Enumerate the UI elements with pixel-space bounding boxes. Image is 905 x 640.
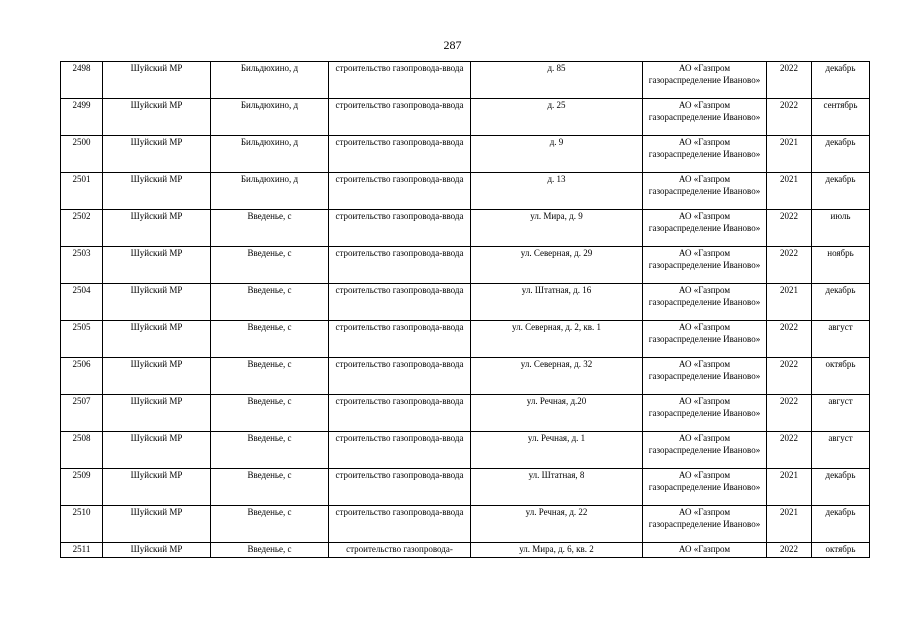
year-cell: 2022 — [767, 358, 812, 395]
year-cell: 2022 — [767, 99, 812, 136]
work-type-cell: строительство газопровода-ввода — [329, 62, 471, 99]
district-cell: Шуйский МР — [103, 136, 211, 173]
organization-cell: АО «Газпром газораспределение Иваново» — [643, 284, 767, 321]
work-type-cell: строительство газопровода-ввода — [329, 395, 471, 432]
row-number-cell: 2502 — [61, 210, 103, 247]
settlement-cell: Бильдюхино, д — [211, 99, 329, 136]
district-cell: Шуйский МР — [103, 432, 211, 469]
district-cell: Шуйский МР — [103, 543, 211, 558]
year-cell: 2021 — [767, 469, 812, 506]
row-number-cell: 2510 — [61, 506, 103, 543]
address-cell: ул. Штатная, 8 — [471, 469, 643, 506]
table-row — [61, 506, 870, 543]
month-cell: август — [812, 321, 870, 358]
row-number-cell: 2501 — [61, 173, 103, 210]
settlement-cell: Введенье, с — [211, 358, 329, 395]
month-cell: октябрь — [812, 543, 870, 558]
year-cell: 2021 — [767, 284, 812, 321]
month-cell: август — [812, 395, 870, 432]
address-cell: ул. Северная, д. 29 — [471, 247, 643, 284]
settlement-cell: Введенье, с — [211, 432, 329, 469]
row-number-cell: 2500 — [61, 136, 103, 173]
organization-cell: АО «Газпром газораспределение Иваново» — [643, 469, 767, 506]
year-cell: 2022 — [767, 210, 812, 247]
table-body — [61, 62, 870, 558]
work-type-cell: строительство газопровода-ввода — [329, 247, 471, 284]
table-row — [61, 247, 870, 284]
district-cell: Шуйский МР — [103, 99, 211, 136]
settlement-cell: Введенье, с — [211, 247, 329, 284]
district-cell: Шуйский МР — [103, 395, 211, 432]
district-cell: Шуйский МР — [103, 321, 211, 358]
row-number-cell: 2503 — [61, 247, 103, 284]
address-cell: д. 9 — [471, 136, 643, 173]
organization-cell: АО «Газпром газораспределение Иваново» — [643, 136, 767, 173]
month-cell: декабрь — [812, 506, 870, 543]
work-type-cell: строительство газопровода-ввода — [329, 173, 471, 210]
work-type-cell: строительство газопровода-ввода — [329, 358, 471, 395]
table-row — [61, 173, 870, 210]
address-cell: ул. Речная, д. 1 — [471, 432, 643, 469]
table-row — [61, 358, 870, 395]
district-cell: Шуйский МР — [103, 62, 211, 99]
month-cell: сентябрь — [812, 99, 870, 136]
year-cell: 2021 — [767, 173, 812, 210]
organization-cell: АО «Газпром газораспределение Иваново» — [643, 210, 767, 247]
organization-cell: АО «Газпром газораспределение Иваново» — [643, 247, 767, 284]
district-cell: Шуйский МР — [103, 358, 211, 395]
address-cell: д. 85 — [471, 62, 643, 99]
row-number-cell: 2505 — [61, 321, 103, 358]
year-cell: 2022 — [767, 321, 812, 358]
year-cell: 2021 — [767, 136, 812, 173]
settlement-cell: Бильдюхино, д — [211, 62, 329, 99]
year-cell: 2022 — [767, 395, 812, 432]
address-cell: ул. Мира, д. 6, кв. 2 — [471, 543, 643, 558]
row-number-cell: 2499 — [61, 99, 103, 136]
row-number-cell: 2506 — [61, 358, 103, 395]
work-type-cell: строительство газопровода-ввода — [329, 506, 471, 543]
organization-cell: АО «Газпром газораспределение Иваново» — [643, 173, 767, 210]
row-number-cell: 2509 — [61, 469, 103, 506]
work-type-cell: строительство газопровода-ввода — [329, 99, 471, 136]
district-cell: Шуйский МР — [103, 247, 211, 284]
month-cell: декабрь — [812, 173, 870, 210]
work-type-cell: строительство газопровода-ввода — [329, 432, 471, 469]
work-type-cell: строительство газопровода-ввода — [329, 469, 471, 506]
year-cell: 2022 — [767, 62, 812, 99]
month-cell: декабрь — [812, 469, 870, 506]
work-type-cell: строительство газопровода-ввода — [329, 321, 471, 358]
organization-cell: АО «Газпром газораспределение Иваново» — [643, 62, 767, 99]
organization-cell: АО «Газпром газораспределение Иваново» — [643, 395, 767, 432]
work-type-cell: строительство газопровода- — [329, 543, 471, 558]
work-type-cell: строительство газопровода-ввода — [329, 210, 471, 247]
month-cell: декабрь — [812, 284, 870, 321]
district-cell: Шуйский МР — [103, 469, 211, 506]
organization-cell: АО «Газпром — [643, 543, 767, 558]
table-row — [61, 543, 870, 558]
month-cell: декабрь — [812, 62, 870, 99]
month-cell: декабрь — [812, 136, 870, 173]
address-cell: ул. Мира, д. 9 — [471, 210, 643, 247]
month-cell: август — [812, 432, 870, 469]
month-cell: июль — [812, 210, 870, 247]
row-number-cell: 2504 — [61, 284, 103, 321]
page-number: 287 — [443, 38, 462, 52]
district-cell: Шуйский МР — [103, 210, 211, 247]
year-cell: 2022 — [767, 247, 812, 284]
table-row — [61, 136, 870, 173]
settlement-cell: Введенье, с — [211, 321, 329, 358]
address-cell: д. 13 — [471, 173, 643, 210]
table-row — [61, 395, 870, 432]
address-cell: д. 25 — [471, 99, 643, 136]
table-row — [61, 432, 870, 469]
year-cell: 2022 — [767, 543, 812, 558]
table-row — [61, 62, 870, 99]
table-row — [61, 284, 870, 321]
organization-cell: АО «Газпром газораспределение Иваново» — [643, 321, 767, 358]
settlement-cell: Введенье, с — [211, 506, 329, 543]
district-cell: Шуйский МР — [103, 506, 211, 543]
row-number-cell: 2498 — [61, 62, 103, 99]
address-cell: ул. Речная, д.20 — [471, 395, 643, 432]
year-cell: 2021 — [767, 506, 812, 543]
organization-cell: АО «Газпром газораспределение Иваново» — [643, 358, 767, 395]
row-number-cell: 2511 — [61, 543, 103, 558]
settlement-cell: Бильдюхино, д — [211, 173, 329, 210]
work-type-cell: строительство газопровода-ввода — [329, 284, 471, 321]
settlement-cell: Введенье, с — [211, 469, 329, 506]
address-cell: ул. Речная, д. 22 — [471, 506, 643, 543]
organization-cell: АО «Газпром газораспределение Иваново» — [643, 432, 767, 469]
address-cell: ул. Северная, д. 2, кв. 1 — [471, 321, 643, 358]
row-number-cell: 2507 — [61, 395, 103, 432]
organization-cell: АО «Газпром газораспределение Иваново» — [643, 506, 767, 543]
table-row — [61, 321, 870, 358]
table-row — [61, 99, 870, 136]
settlement-cell: Введенье, с — [211, 210, 329, 247]
settlement-cell: Бильдюхино, д — [211, 136, 329, 173]
settlement-cell: Введенье, с — [211, 543, 329, 558]
year-cell: 2022 — [767, 432, 812, 469]
table-row — [61, 469, 870, 506]
address-cell: ул. Северная, д. 32 — [471, 358, 643, 395]
settlement-cell: Введенье, с — [211, 395, 329, 432]
organization-cell: АО «Газпром газораспределение Иваново» — [643, 99, 767, 136]
month-cell: ноябрь — [812, 247, 870, 284]
table-row — [61, 210, 870, 247]
address-cell: ул. Штатная, д. 16 — [471, 284, 643, 321]
month-cell: октябрь — [812, 358, 870, 395]
gasification-table — [60, 61, 870, 558]
work-type-cell: строительство газопровода-ввода — [329, 136, 471, 173]
settlement-cell: Введенье, с — [211, 284, 329, 321]
district-cell: Шуйский МР — [103, 173, 211, 210]
district-cell: Шуйский МР — [103, 284, 211, 321]
row-number-cell: 2508 — [61, 432, 103, 469]
